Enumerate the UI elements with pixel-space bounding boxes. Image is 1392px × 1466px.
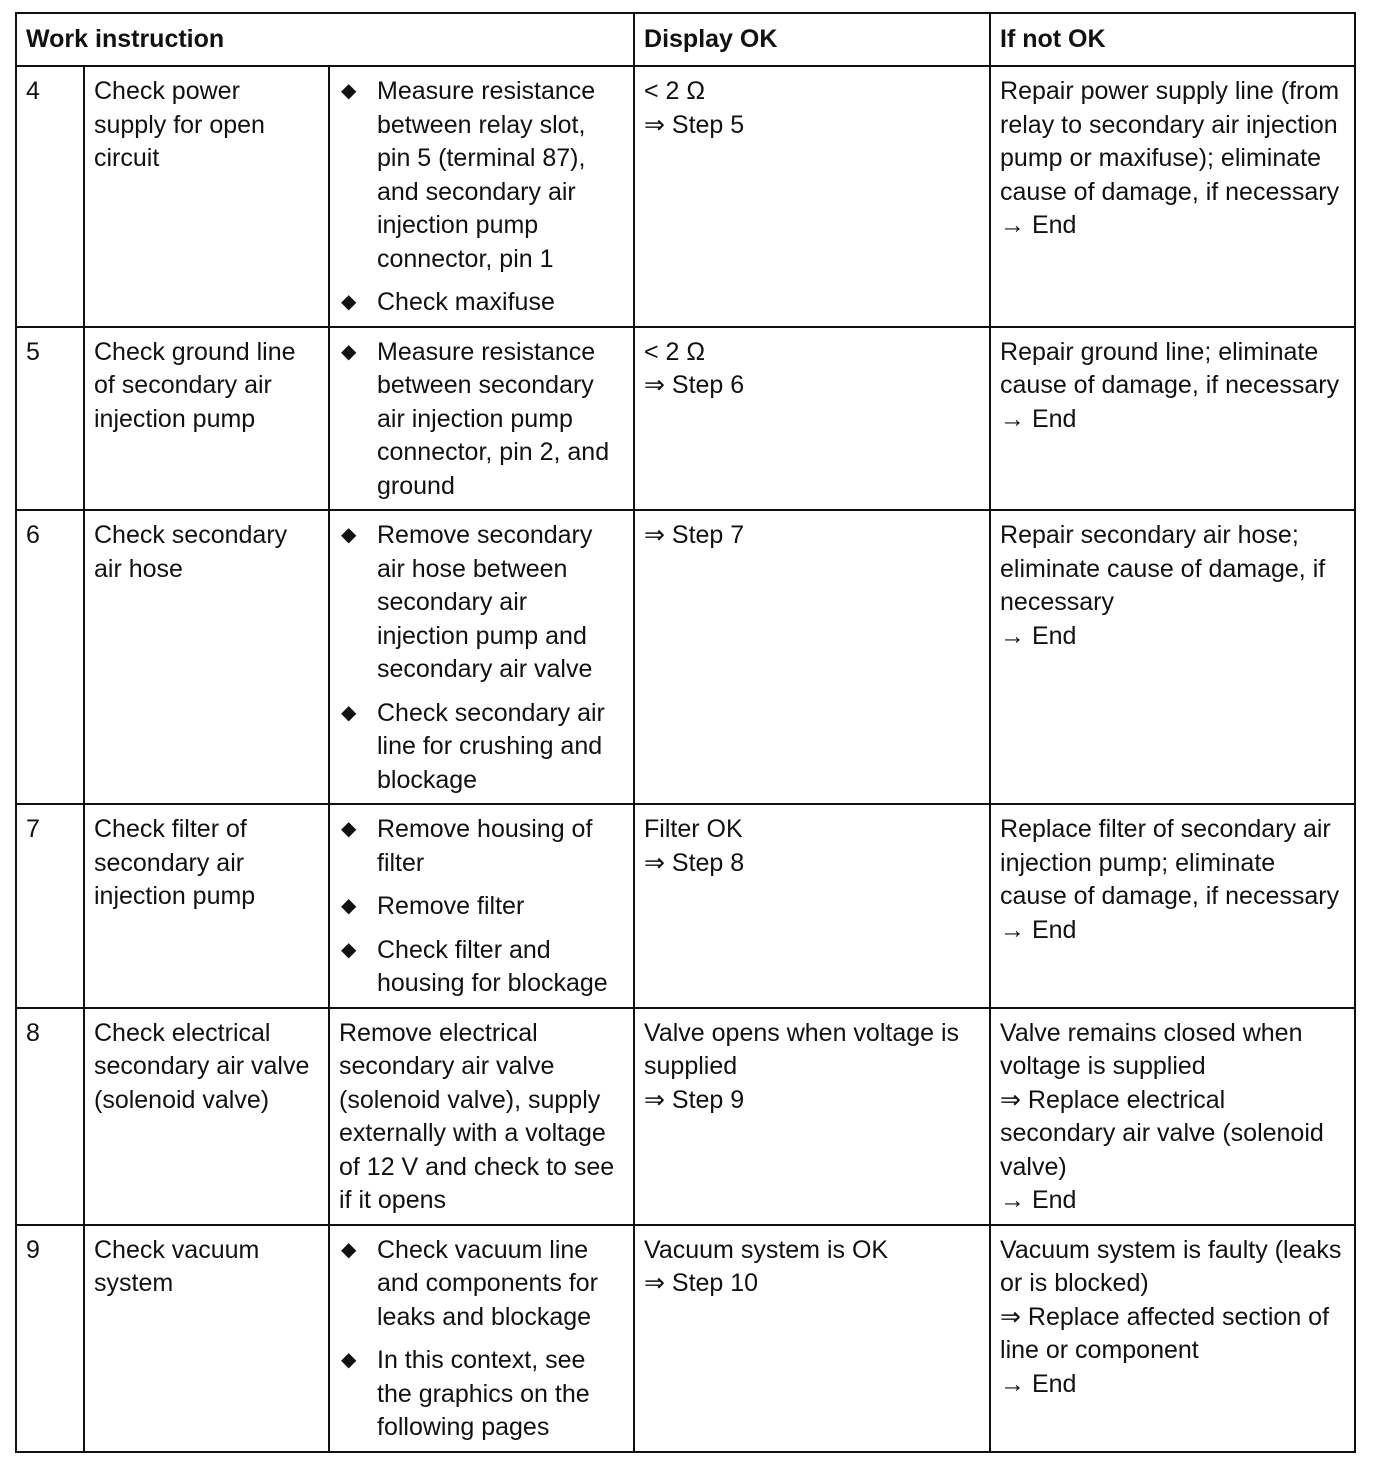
diamond-bullet-icon: ◆: [341, 701, 357, 724]
step-actions: [329, 804, 634, 1008]
diamond-bullet-icon: ◆: [341, 818, 357, 840]
diamond-bullet-icon: ◆: [341, 938, 357, 961]
action-item: ◆ Measure resistance between relay slot, pin 5 (terminal 87), and secondary air injection pump connector, pin 1: [341, 77, 596, 273]
action-item: ◆ In this context, see the graphics on the following pages: [341, 1346, 590, 1441]
header-if-not-ok: If not OK: [990, 13, 1355, 66]
diamond-bullet-icon: ◆: [341, 340, 357, 363]
if-not-ok-cell: Replace filter of secondary air injection pump; eliminate cause of damage, if necessary → End: [990, 804, 1355, 1008]
if-not-ok-cell: Repair power supply line (from relay to secondary air injection pump or maxifuse); eliminate cause of damage, if necessary → End: [990, 66, 1355, 327]
step-check: Check vacuum system: [84, 1225, 329, 1452]
step-number: 8: [16, 1008, 84, 1225]
if-not-ok-cell: Repair secondary air hose; eliminate cause of damage, if necessary → End: [990, 510, 1355, 804]
display-ok-cell: Filter OK ⇒ Step 8: [634, 804, 990, 1008]
step-actions: [329, 66, 634, 327]
step-actions: [329, 327, 634, 511]
diamond-bullet-icon: ◆: [341, 80, 357, 102]
step-number: 6: [16, 510, 84, 804]
if-not-ok-cell: Valve remains closed when voltage is supplied ⇒ Replace electrical secondary air valve (solenoid valve) → End: [990, 1008, 1355, 1225]
instruction-table-container: [15, 12, 1356, 1453]
display-ok-cell: < 2 Ω ⇒ Step 5: [634, 66, 990, 327]
step-action-text: Remove electrical secondary air valve (solenoid valve), supply externally with a voltage of 12 V and check to see if it opens: [329, 1008, 634, 1225]
step-number: 9: [16, 1225, 84, 1452]
diamond-bullet-icon: ◆: [341, 524, 357, 546]
header-work-instruction: Work instruction: [16, 13, 634, 66]
table-row: [16, 1008, 1355, 1225]
display-ok-cell: ⇒ Step 7: [634, 510, 990, 804]
table-row: [16, 327, 1355, 511]
step-actions: [329, 1225, 634, 1452]
if-not-ok-cell: Repair ground line; eliminate cause of damage, if necessary → End: [990, 327, 1355, 511]
table-row: [16, 1225, 1355, 1452]
action-item: ◆ Check secondary air line for crushing and blockage: [341, 698, 605, 794]
display-ok-cell: Valve opens when voltage is supplied ⇒ Step 9: [634, 1008, 990, 1225]
step-actions: [329, 510, 634, 804]
action-item: ◆ Check maxifuse: [339, 286, 624, 320]
action-item: ◆ Remove housing of filter: [341, 815, 593, 877]
table-row: [16, 510, 1355, 804]
step-check: Check ground line of secondary air injection pump: [84, 327, 329, 511]
action-item: ◆ Remove filter: [339, 890, 624, 924]
action-item: ◆ Check vacuum line and components for leaks and blockage: [341, 1235, 598, 1331]
diamond-bullet-icon: ◆: [341, 291, 357, 313]
step-number: 7: [16, 804, 84, 1008]
diamond-bullet-icon: ◆: [341, 1349, 357, 1371]
step-number: 5: [16, 327, 84, 511]
header-display-ok: Display OK: [634, 13, 990, 66]
step-check: Check electrical secondary air valve (solenoid valve): [84, 1008, 329, 1225]
diamond-bullet-icon: ◆: [341, 895, 357, 917]
step-check: Check filter of secondary air injection pump: [84, 804, 329, 1008]
step-check: Check secondary air hose: [84, 510, 329, 804]
step-number: 4: [16, 66, 84, 327]
display-ok-cell: < 2 Ω ⇒ Step 6: [634, 327, 990, 511]
display-ok-cell: Vacuum system is OK ⇒ Step 10: [634, 1225, 990, 1452]
step-check: Check power supply for open circuit: [84, 66, 329, 327]
table-row: [16, 66, 1355, 327]
header-row: [16, 13, 1355, 66]
action-item: ◆ Measure resistance between secondary air injection pump connector, pin 2, and ground: [341, 337, 610, 500]
action-item: ◆ Remove secondary air hose between secondary air injection pump and secondary air valve: [341, 521, 593, 683]
table-row: [16, 804, 1355, 1008]
action-item: ◆ Check filter and housing for blockage: [341, 935, 608, 997]
if-not-ok-cell: Vacuum system is faulty (leaks or is blocked) ⇒ Replace affected section of line or component → End: [990, 1225, 1355, 1452]
work-instruction-table: [15, 12, 1356, 1453]
diamond-bullet-icon: ◆: [341, 1238, 357, 1261]
